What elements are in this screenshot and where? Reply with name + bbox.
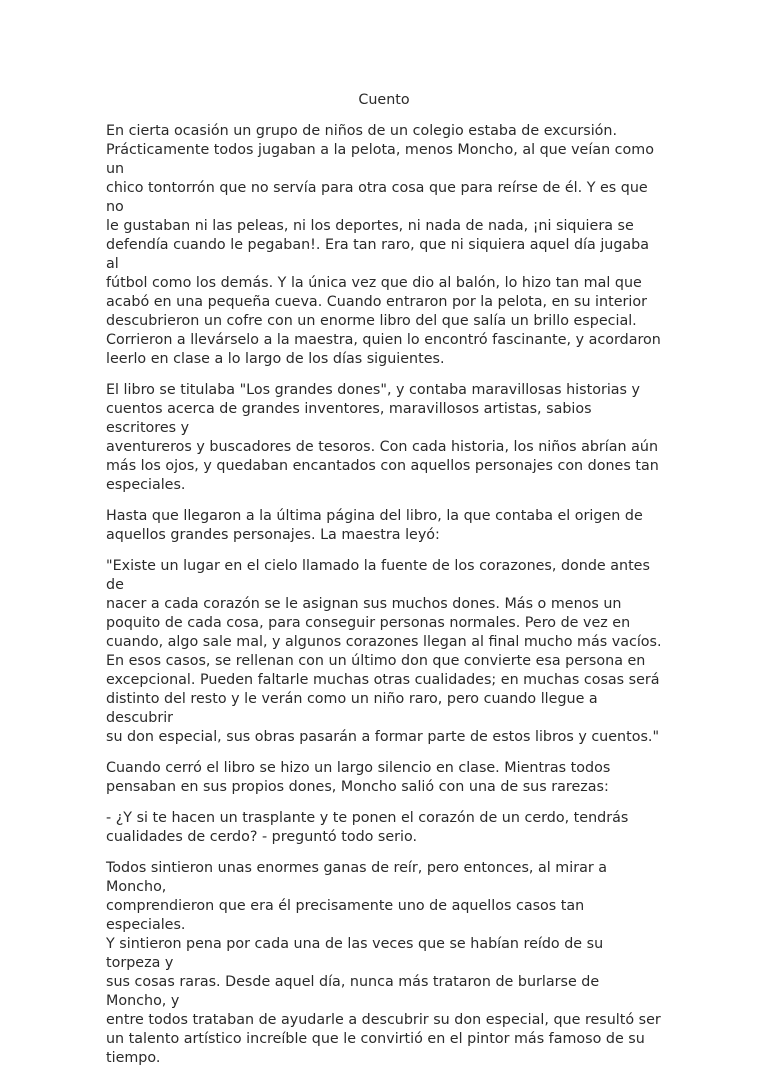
paragraph-quote: "Existe un lugar en el cielo llamado la fuente de los corazones, donde antes de nacer a cada corazón se le asignan sus muchos dones. Más o menos un poquito de cada cosa, para conseguir personas normales. Pero de vez en cuando, algo sale mal, y algunos corazones llegan al final mucho más vacíos. En esos casos, se rellenan con un último don que convierte esa persona en excepcional. Pueden faltarle muchas otras cualidades; en muchas cosas será distinto del resto y le verán como un niño raro, pero cuando llegue a descubrir su don especial, sus obras pasarán a formar parte de estos libros y cuentos."	[106, 558, 662, 745]
paragraph-book: El libro se titulaba "Los grandes dones", y contaba maravillosas historias y cuentos acerca de grandes inventores, maravillosos artistas, sabios escritores y aventureros y buscadores de tesoros. Con cada historia, los niños abrían aún más los ojos, y quedaban encantados con aquellos personajes con dones tan especiales.	[106, 382, 659, 493]
paragraph-silence: Cuando cerró el libro se hizo un largo silencio en clase. Mientras todos pensaban en sus propios dones, Moncho salió con una de sus rarezas:	[106, 760, 611, 795]
paragraph-ending: Todos sintieron unas enormes ganas de reír, pero entonces, al mirar a Moncho, comprendieron que era él precisamente uno de aquellos casos tan especiales. Y sintieron pena por cada una de las veces que se habían reído de su torpeza y sus cosas raras. Desde aquel día, nunca más trataron de burlarse de Moncho, y entre todos trataban de ayudarle a descubrir su don especial, que resultó ser un talento artístico increíble que le convirtió en el pintor más famoso de su tiempo.	[106, 860, 661, 1066]
document-page	[106, 91, 662, 1080]
paragraph-question: - ¿Y si te hacen un trasplante y te ponen el corazón de un cerdo, tendrás cualidades de cerdo? - preguntó todo serio.	[106, 810, 629, 845]
document-title: Cuento	[358, 92, 410, 108]
paragraph-last-page: Hasta que llegaron a la última página del libro, la que contaba el origen de aquellos grandes personajes. La maestra leyó:	[106, 508, 643, 543]
paragraph-excursion: En cierta ocasión un grupo de niños de un colegio estaba de excursión. Prácticamente todos jugaban a la pelota, menos Moncho, al que veían como un chico tontorrón que no servía para otra cosa que para reírse de él. Y es que no le gustaban ni las peleas, ni los deportes, ni nada de nada, ¡ni siquiera se defendía cuando le pegaban!. Era tan raro, que ni siquiera aquel día jugaba al fútbol como los demás. Y la única vez que dio al balón, lo hizo tan mal que acabó en una pequeña cueva. Cuando entraron por la pelota, en su interior descubrieron un cofre con un enorme libro del que salía un brillo especial. Corrieron a llevárselo a la maestra, quien lo encontró fascinante, y acordaron leerlo en clase a lo largo de los días siguientes.	[106, 123, 661, 367]
